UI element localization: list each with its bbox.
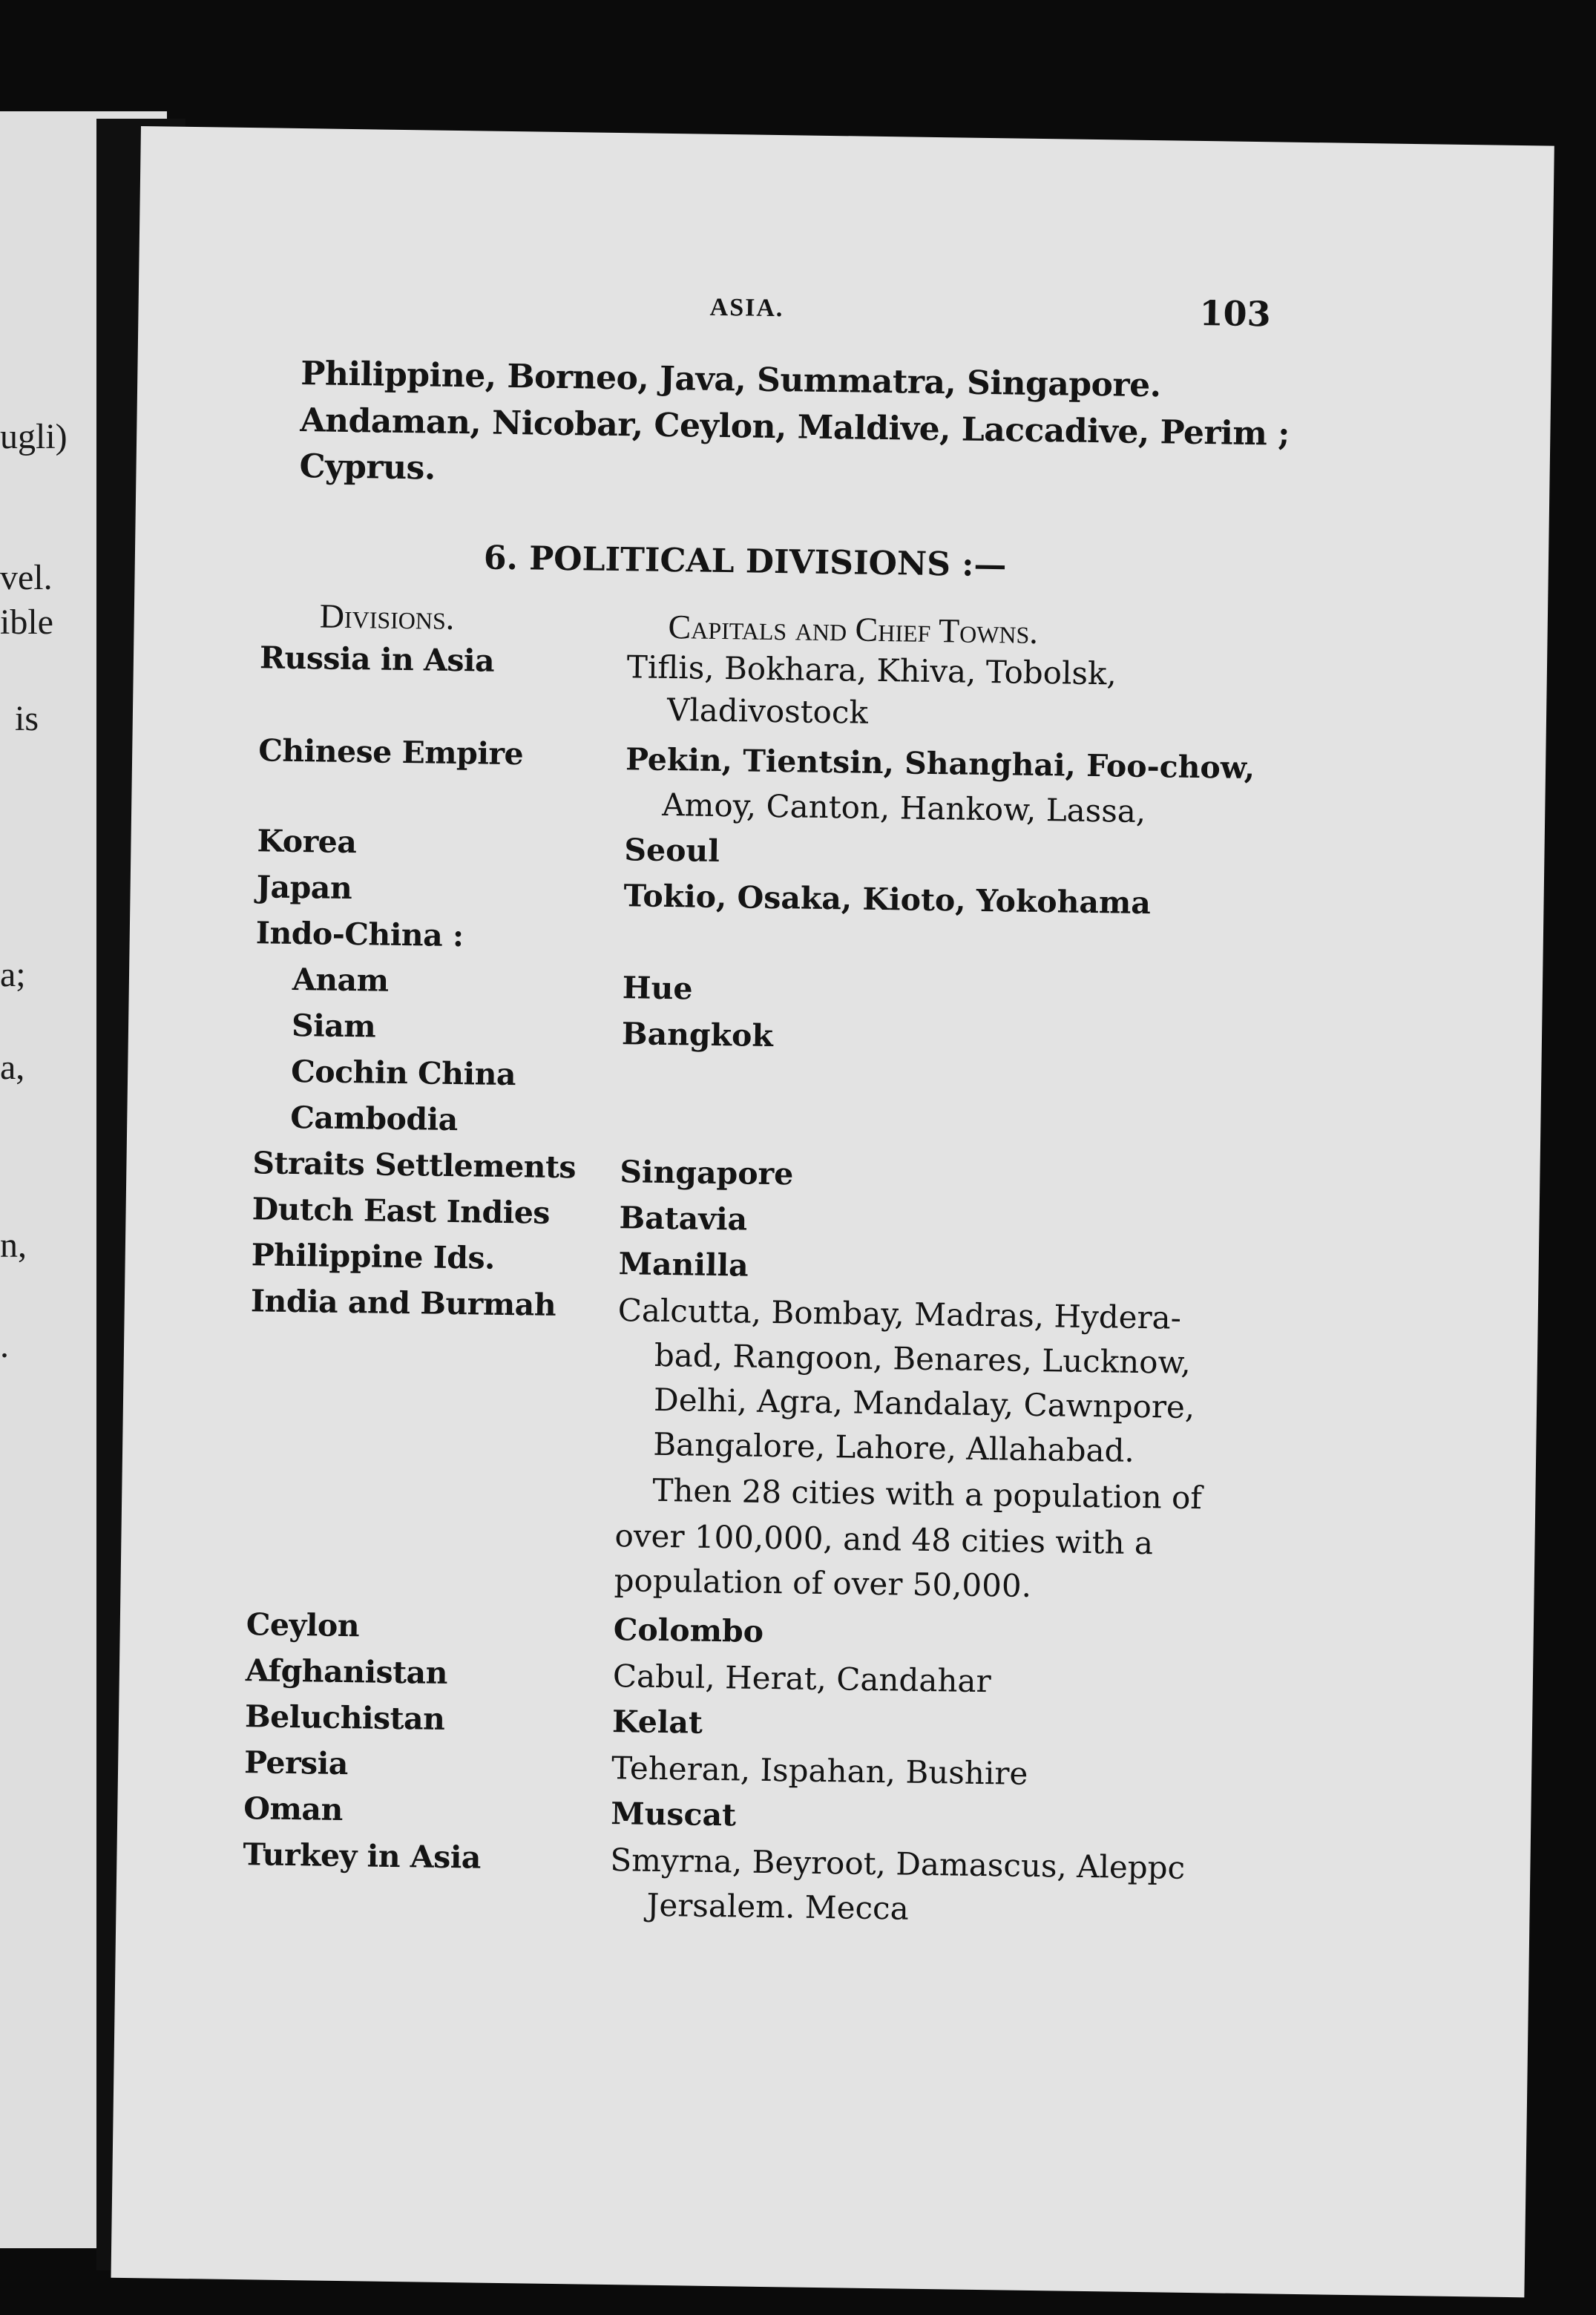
left-page-text: n,: [0, 1226, 27, 1265]
division-name: Dutch East Indies: [252, 1191, 551, 1231]
division-name: Japan: [256, 869, 352, 907]
capital-line: Vladivostock: [666, 691, 869, 731]
capital-line: bad, Rangoon, Benares, Lucknow,: [654, 1336, 1192, 1381]
division-name: Anam: [292, 961, 389, 999]
division-name: Philippine Ids.: [251, 1237, 496, 1276]
capital-line: Muscat: [610, 1796, 737, 1833]
capital-line: Seoul: [624, 832, 720, 869]
division-name: Afghanistan: [245, 1652, 448, 1691]
capital-line: Hue: [622, 970, 693, 1007]
capital-line: Smyrna, Beyroot, Damascus, Aleppc: [610, 1842, 1186, 1886]
division-name: Cochin China: [290, 1053, 516, 1093]
division-name: Siam: [291, 1007, 376, 1045]
capital-line: Manilla: [618, 1246, 749, 1284]
page-number: 103: [1199, 292, 1272, 335]
capital-line: Colombo: [613, 1612, 764, 1649]
division-name: Beluchistan: [244, 1698, 445, 1737]
capital-line: Teheran, Ispahan, Bushire: [611, 1750, 1028, 1792]
capital-line: Singapore: [620, 1154, 794, 1192]
division-name: Korea: [257, 823, 357, 861]
capital-line: Calcutta, Bombay, Madras, Hydera-: [617, 1292, 1182, 1336]
capital-line: Delhi, Agra, Mandalay, Cawnpore,: [653, 1381, 1195, 1425]
capital-line: population of over 50,000.: [614, 1562, 1032, 1604]
capital-line: Then 28 cities with a population of: [652, 1471, 1203, 1517]
division-name: Ceylon: [246, 1606, 360, 1644]
left-page-text: ugli): [0, 417, 68, 456]
capital-line: over 100,000, and 48 cities with a: [614, 1517, 1154, 1562]
capital-line: Pekin, Tientsin, Shanghai, Foo-chow,: [625, 741, 1255, 787]
capital-line: Tokio, Osaka, Kioto, Yokohama: [623, 878, 1152, 922]
capital-line: Cabul, Herat, Candahar: [612, 1658, 991, 1700]
section-heading: 6. POLITICAL DIVISIONS :—: [483, 539, 1007, 585]
division-name: Cambodia: [290, 1099, 459, 1138]
capital-line: Jersalem. Mecca: [646, 1886, 910, 1927]
division-name: India and Burmah: [250, 1283, 556, 1323]
islands-line: Philippine, Borneo, Java, Summatra, Singapore.: [301, 355, 1161, 405]
division-name: Oman: [243, 1790, 344, 1828]
islands-line: Cyprus.: [299, 447, 436, 487]
division-name: Persia: [243, 1744, 349, 1782]
left-page-text: is: [15, 699, 39, 738]
left-page-text: .: [0, 1326, 9, 1365]
book-page: [111, 126, 1554, 2297]
division-name: Russia in Asia: [259, 640, 495, 679]
left-page-text: a,: [0, 1048, 25, 1087]
divisions-column-header: Divisions.: [319, 597, 455, 637]
left-page-text: ible: [0, 602, 53, 642]
division-name: Indo-China :: [255, 915, 464, 954]
division-name: Chinese Empire: [257, 732, 524, 772]
capital-line: Tiflis, Bokhara, Khiva, Tobolsk,: [626, 648, 1117, 692]
division-name: Turkey in Asia: [243, 1836, 482, 1876]
islands-line: Andaman, Nicobar, Ceylon, Maldive, Laccadive, Perim ;: [300, 401, 1290, 453]
capital-line: Kelat: [611, 1704, 703, 1741]
left-page-text: vel.: [0, 558, 53, 597]
division-name: Straits Settlements: [252, 1145, 577, 1186]
running-header: ASIA.: [709, 293, 784, 323]
capital-line: Bangkok: [621, 1016, 774, 1054]
capitals-column-header: Capitals and Chief Towns.: [668, 607, 1039, 651]
capital-line: Batavia: [619, 1200, 748, 1238]
capital-line: Bangalore, Lahore, Allahabad.: [652, 1425, 1135, 1469]
capital-line: Amoy, Canton, Hankow, Lassa,: [661, 786, 1146, 830]
left-page-text: a;: [0, 955, 26, 994]
